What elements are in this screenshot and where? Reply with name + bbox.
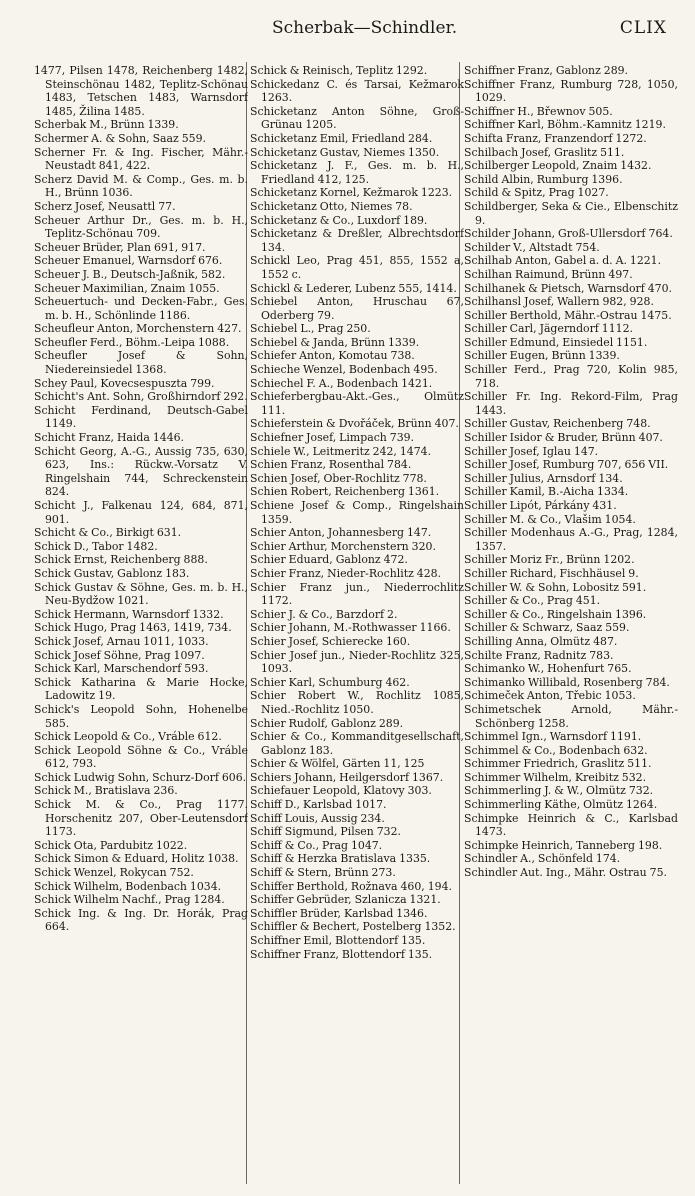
directory-entry: Schieferbergbau-Akt.-Ges., Olmütz 111. — [250, 390, 464, 417]
directory-entry: Schey Paul, Kovecsespuszta 799. — [34, 376, 215, 390]
directory-entry: Schimeček Anton, Třebic 1053. — [464, 689, 636, 703]
directory-entry: Schier Franz jun., Niederrochlitz 1172. — [250, 580, 464, 608]
directory-entry: Schier Karl, Schumburg 462. — [250, 675, 410, 689]
directory-entry: Schick Josef Söhne, Prag 1097. — [34, 648, 205, 662]
directory-entry: Scheuer Maximilian, Znaim 1055. — [34, 281, 220, 295]
column-3 — [464, 64, 678, 1184]
directory-entry: Schiller Julius, Arnsdorf 134. — [464, 471, 623, 485]
directory-entry: Schicketanz & Co., Luxdorf 189. — [250, 213, 428, 227]
directory-entry: Schicketanz J. F., Ges. m. b. H., Friedland 412, 125. — [250, 159, 464, 186]
directory-entry: Schiller W. & Sohn, Lobositz 591. — [464, 580, 647, 594]
directory-entry: Schiller Josef, Iglau 147. — [464, 444, 599, 458]
directory-entry: Schiller Josef, Rumburg 707, 656 VII. — [464, 458, 669, 472]
directory-entry: Schiff D., Karlsbad 1017. — [250, 798, 387, 812]
directory-entry: Schicht Franz, Haida 1446. — [34, 431, 185, 445]
directory-entry: Schick Katharina & Marie Hocke, Ladowitz 19. — [34, 675, 248, 703]
column-2 — [250, 64, 464, 1184]
directory-entry: Schicketanz Anton Söhne, Groß-Grünau 1205. — [250, 104, 464, 132]
directory-entry: Schiller Ferd., Prag 720, Kolin 985, 718. — [464, 363, 678, 390]
directory-entry: Schick Wilhelm Nachf., Prag 1284. — [34, 893, 225, 907]
page-number: CLIX — [619, 18, 667, 38]
directory-entry: Schiller Moriz Fr., Brünn 1202. — [464, 553, 635, 567]
directory-entry: Schick D., Tabor 1482. — [34, 539, 158, 553]
directory-entry: Schiller Carl, Jägerndorf 1112. — [464, 322, 633, 336]
directory-entry: Schiefauer Leopold, Klatovy 303. — [250, 784, 432, 798]
directory-entry: Schick's Leopold Sohn, Hohenelbe 585. — [34, 702, 248, 730]
directory-entry: Schick Josef, Arnau 1011, 1033. — [34, 634, 209, 648]
directory-entry: Schier Anton, Johannesberg 147. — [250, 526, 432, 540]
directory-entry: Schier Johann, M.-Rothwasser 1166. — [250, 621, 451, 635]
directory-entry: Schimmer Friedrich, Graslitz 511. — [464, 757, 652, 771]
directory-entry: Schiff Sigmund, Pilsen 732. — [250, 825, 401, 839]
directory-entry: Schiller M. & Co., Vlašim 1054. — [464, 512, 636, 526]
directory-entry: Schick Wilhelm, Bodenbach 1034. — [34, 879, 222, 893]
directory-entry: Schier Arthur, Morchenstern 320. — [250, 539, 436, 553]
directory-entry: Scherbak M., Brünn 1339. — [34, 118, 179, 132]
directory-entry: Schimmel Ign., Warnsdorf 1191. — [464, 730, 642, 744]
directory-entry: Schiff & Herzka Bratislava 1335. — [250, 852, 431, 866]
directory-entry: Schick Simon & Eduard, Holitz 1038. — [34, 852, 239, 866]
directory-entry: 1477, Pilsen 1478, Reichenberg 1482, Steinschönau 1482, Teplitz-Schönau 1483, Tetschen 1483, Warnsdorf 1485, Žilina 1485. — [34, 64, 248, 118]
directory-entry: Schien Josef, Ober-Rochlitz 778. — [250, 471, 427, 485]
directory-entry: Schiebel Anton, Hruschau 67, Oderberg 79. — [250, 295, 464, 322]
directory-entry: Schien Franz, Rosenthal 784. — [250, 458, 412, 472]
directory-entry: Schiffner Franz, Rumburg 728, 1050, 1029. — [464, 77, 678, 105]
directory-entry: Schimanko Willibald, Rosenberg 784. — [464, 675, 670, 689]
directory-entry: Schiffner Karl, Böhm.-Kamnitz 1219. — [464, 118, 666, 132]
column-1 — [34, 64, 248, 1184]
directory-entry: Schiller Gustav, Reichenberg 748. — [464, 417, 651, 431]
directory-entry: Schier & Co., Kommanditgesellschaft, Gablonz 183. — [250, 730, 464, 757]
directory-entry: Scheufler Ferd., Böhm.-Leipa 1088. — [34, 335, 230, 349]
directory-entry: Schieche Wenzel, Bodenbach 495. — [250, 363, 438, 377]
directory-entry: Schier & Wölfel, Gärten 11, 125 — [250, 757, 425, 771]
directory-entry: Schier Josef jun., Nieder-Rochlitz 325, 1093. — [250, 648, 464, 676]
directory-entry: Schiffner H., Břewnov 505. — [464, 104, 613, 118]
directory-entry: Schiffner Franz, Gablonz 289. — [464, 64, 629, 77]
directory-entry: Schimmerling Käthe, Olmütz 1264. — [464, 798, 658, 812]
directory-entry: Schilhansl Josef, Wallern 982, 928. — [464, 295, 654, 309]
directory-entry: Schicht Georg, A.-G., Aussig 735, 630, 623, Ins.: Rückw.-Vorsatz V. Ringelshain 744, Schreckenstein 824. — [34, 444, 248, 499]
directory-entry: Schick Karl, Marschendorf 593. — [34, 662, 209, 676]
directory-entry: Scheuer J. B., Deutsch-Jaßnik, 582. — [34, 267, 226, 281]
directory-entry: Schild & Spitz, Prag 1027. — [464, 186, 609, 200]
directory-entry: Scheuer Emanuel, Warnsdorf 676. — [34, 254, 223, 268]
directory-entry: Schiller & Co., Ringelshain 1396. — [464, 607, 647, 621]
directory-entry: Schiller & Co., Prag 451. — [464, 594, 601, 608]
directory-entry: Schild Albin, Rumburg 1396. — [464, 172, 623, 186]
directory-entry: Schicht & Co., Birkigt 631. — [34, 526, 182, 540]
directory-entry: Schiffer Berthold, Rožnava 460, 194. — [250, 879, 452, 893]
directory-entry: Schier J. & Co., Barzdorf 2. — [250, 607, 398, 621]
directory-entry: Schick Ota, Pardubitz 1022. — [34, 838, 188, 852]
directory-entry: Schicketanz Emil, Friedland 284. — [250, 131, 433, 145]
directory-entry: Schimpke Heinrich, Tanneberg 198. — [464, 838, 663, 852]
directory-entry: Schiechel F. A., Bodenbach 1421. — [250, 376, 433, 390]
directory-entry: Schicketanz Otto, Niemes 78. — [250, 199, 413, 213]
directory-entry: Schicketanz Kornel, Kežmarok 1223. — [250, 186, 453, 200]
directory-entry: Schien Robert, Reichenberg 1361. — [250, 485, 440, 499]
directory-entry: Schildberger, Seka & Cie., Elbenschitz 9. — [464, 199, 678, 227]
directory-entry: Scherz Josef, Neusattl 77. — [34, 199, 176, 213]
directory-entry: Schiller Fr. Ing. Rekord-Film, Prag 1443. — [464, 390, 678, 417]
directory-entry: Schiebel & Janda, Brünn 1339. — [250, 335, 420, 349]
directory-entry: Schiller Modenhaus A.-G., Prag, 1284, 1357. — [464, 526, 678, 553]
directory-entry: Schier Robert W., Rochlitz 1085, Nied.-Rochlitz 1050. — [250, 689, 464, 716]
directory-entry: Schier Franz, Nieder-Rochlitz 428. — [250, 566, 442, 580]
directory-entry: Scheuertuch- und Decken-Fabr., Ges. m. b. H., Schönlinde 1186. — [34, 295, 248, 322]
directory-entry: Schiefer Anton, Komotau 738. — [250, 349, 415, 363]
directory-entry: Schimanko W., Hohenfurt 765. — [464, 662, 632, 676]
page-header — [0, 18, 695, 44]
directory-entry: Scherz David M. & Comp., Ges. m. b. H., Brünn 1036. — [34, 172, 248, 200]
directory-entry: Schifta Franz, Franzendorf 1272. — [464, 131, 647, 145]
directory-entry: Scheuer Arthur Dr., Ges. m. b. H., Teplitz-Schönau 709. — [34, 213, 248, 241]
directory-entry: Schilling Anna, Olmütz 487. — [464, 634, 618, 648]
directory-entry: Schiller Eugen, Brünn 1339. — [464, 349, 620, 363]
directory-entry: Schick Wenzel, Rokycan 752. — [34, 866, 194, 880]
directory-entry: Schick Gustav & Söhne, Ges. m. b. H., Neu-Bydžow 1021. — [34, 580, 248, 608]
directory-entry: Schiff & Co., Prag 1047. — [250, 838, 383, 852]
directory-entry: Schiffner Franz, Blottendorf 135. — [250, 947, 433, 961]
directory-entry: Schiffer Gebrüder, Szlanicza 1321. — [250, 893, 441, 907]
directory-entry: Schieferstein & Dvořáček, Brünn 407. — [250, 417, 459, 431]
directory-entry: Schick Leopold Söhne & Co., Vráble 612, 793. — [34, 743, 248, 771]
directory-entry: Schick Hugo, Prag 1463, 1419, 734. — [34, 621, 232, 635]
directory-entry: Schiff & Stern, Brünn 273. — [250, 866, 396, 880]
directory-entry: Schick Ing. & Ing. Dr. Horák, Prag 664. — [34, 906, 248, 934]
directory-entry: Schiffner Emil, Blottendorf 135. — [250, 934, 426, 947]
directory-entry: Schiefner Josef, Limpach 739. — [250, 431, 415, 445]
directory-entry: Schiers Johann, Heilgersdorf 1367. — [250, 770, 444, 784]
directory-entry: Schickedanz C. és Tarsai, Kežmarok 1263. — [250, 77, 464, 105]
directory-entry: Schick Leopold & Co., Vráble 612. — [34, 730, 222, 744]
directory-entry: Schiller & Schwarz, Saaz 559. — [464, 621, 630, 635]
directory-entry: Schindler Aut. Ing., Mähr. Ostrau 75. — [464, 866, 667, 880]
directory-entry: Schicketanz & Dreßler, Albrechtsdorf 134. — [250, 227, 464, 254]
directory-entry: Schick Hermann, Warnsdorf 1332. — [34, 607, 224, 621]
directory-entry: Schiele W., Leitmeritz 242, 1474. — [250, 444, 432, 458]
directory-entry: Schermer A. & Sohn, Saaz 559. — [34, 131, 206, 145]
directory-entry: Schimmerling J. & W., Olmütz 732. — [464, 784, 654, 798]
directory-entry: Scheufler Josef & Sohn, Niedereinsiedel 1368. — [34, 349, 248, 377]
directory-entry: Schilder V., Altstadt 754. — [464, 240, 600, 254]
directory-entry: Schilbach Josef, Graslitz 511. — [464, 145, 625, 159]
directory-entry: Schick & Reinisch, Teplitz 1292. — [250, 64, 428, 77]
directory-entry: Schicketanz Gustav, Niemes 1350. — [250, 145, 440, 159]
directory-entry: Schindler A., Schönfeld 174. — [464, 852, 621, 866]
directory-entry: Schicht Ferdinand, Deutsch-Gabel 1149. — [34, 403, 248, 431]
directory-entry: Schiller Isidor & Bruder, Brünn 407. — [464, 431, 663, 445]
directory-entry: Schier Eduard, Gablonz 472. — [250, 553, 408, 567]
directory-entry: Schier Josef, Schierecke 160. — [250, 634, 411, 648]
directory-entry: Schick Ernst, Reichenberg 888. — [34, 553, 208, 567]
directory-entry: Schick Ludwig Sohn, Schurz-Dorf 606. — [34, 770, 247, 784]
directory-entry: Schiebel L., Prag 250. — [250, 322, 371, 336]
directory-entry: Schick M. & Co., Prag 1177. Horschenitz 207, Ober-Leutensdorf 1173. — [34, 798, 248, 839]
directory-entry: Schickl & Lederer, Lubenz 555, 1414. — [250, 281, 457, 295]
directory-entry: Schilhab Anton, Gabel a. d. A. 1221. — [464, 254, 662, 268]
directory-entry: Schick Gustav, Gablonz 183. — [34, 566, 190, 580]
directory-entry: Schimmer Wilhelm, Kreibitz 532. — [464, 770, 647, 784]
directory-entry: Schickl Leo, Prag 451, 855, 1552 a, 1552 c. — [250, 254, 464, 281]
directory-entry: Schilhan Raimund, Brünn 497. — [464, 267, 633, 281]
directory-entry: Scheuer Brüder, Plan 691, 917. — [34, 240, 206, 254]
directory-entry: Schilte Franz, Radnitz 783. — [464, 648, 614, 662]
directory-entry: Schilder Johann, Groß-Ullersdorf 764. — [464, 227, 673, 241]
directory-entry: Schick M., Bratislava 236. — [34, 784, 178, 798]
directory-entry: Schimpke Heinrich & C., Karlsbad 1473. — [464, 811, 678, 839]
directory-entry: Schiller Richard, Fischhäusel 9. — [464, 566, 639, 580]
directory-entry: Schiller Kamil, B.-Aicha 1334. — [464, 485, 629, 499]
page-title: Scherbak—Schindler. — [272, 18, 458, 38]
directory-entry: Scheufleur Anton, Morchenstern 427. — [34, 322, 242, 336]
directory-entry: Schilberger Leopold, Znaim 1432. — [464, 159, 652, 173]
directory-entry: Schiffler Brüder, Karlsbad 1346. — [250, 906, 428, 920]
directory-entry: Schiller Berthold, Mähr.-Ostrau 1475. — [464, 308, 672, 322]
directory-entry: Schiffler & Bechert, Postelberg 1352. — [250, 920, 456, 934]
directory-entry: Schicht's Ant. Sohn, Großhirndorf 292. — [34, 390, 248, 404]
directory-entry: Schiller Edmund, Einsiedel 1151. — [464, 335, 648, 349]
directory-entry: Schilhanek & Pietsch, Warnsdorf 470. — [464, 281, 673, 295]
directory-entry: Schimetschek Arnold, Mähr.-Schönberg 1258. — [464, 702, 678, 730]
directory-entry: Schiff Louis, Aussig 234. — [250, 811, 385, 825]
directory-entry: Schier Rudolf, Gablonz 289. — [250, 716, 404, 730]
directory-entry: Schiene Josef & Comp., Ringelshain 1359. — [250, 499, 464, 526]
directory-entry: Schimmel & Co., Bodenbach 632. — [464, 743, 648, 757]
directory-entry: Scherner Fr. & Ing. Fischer, Mähr.-Neustadt 841, 422. — [34, 145, 248, 173]
directory-entry: Schicht J., Falkenau 124, 684, 871, 901. — [34, 499, 248, 526]
directory-entry: Schiller Lipót, Párkány 431. — [464, 499, 617, 512]
